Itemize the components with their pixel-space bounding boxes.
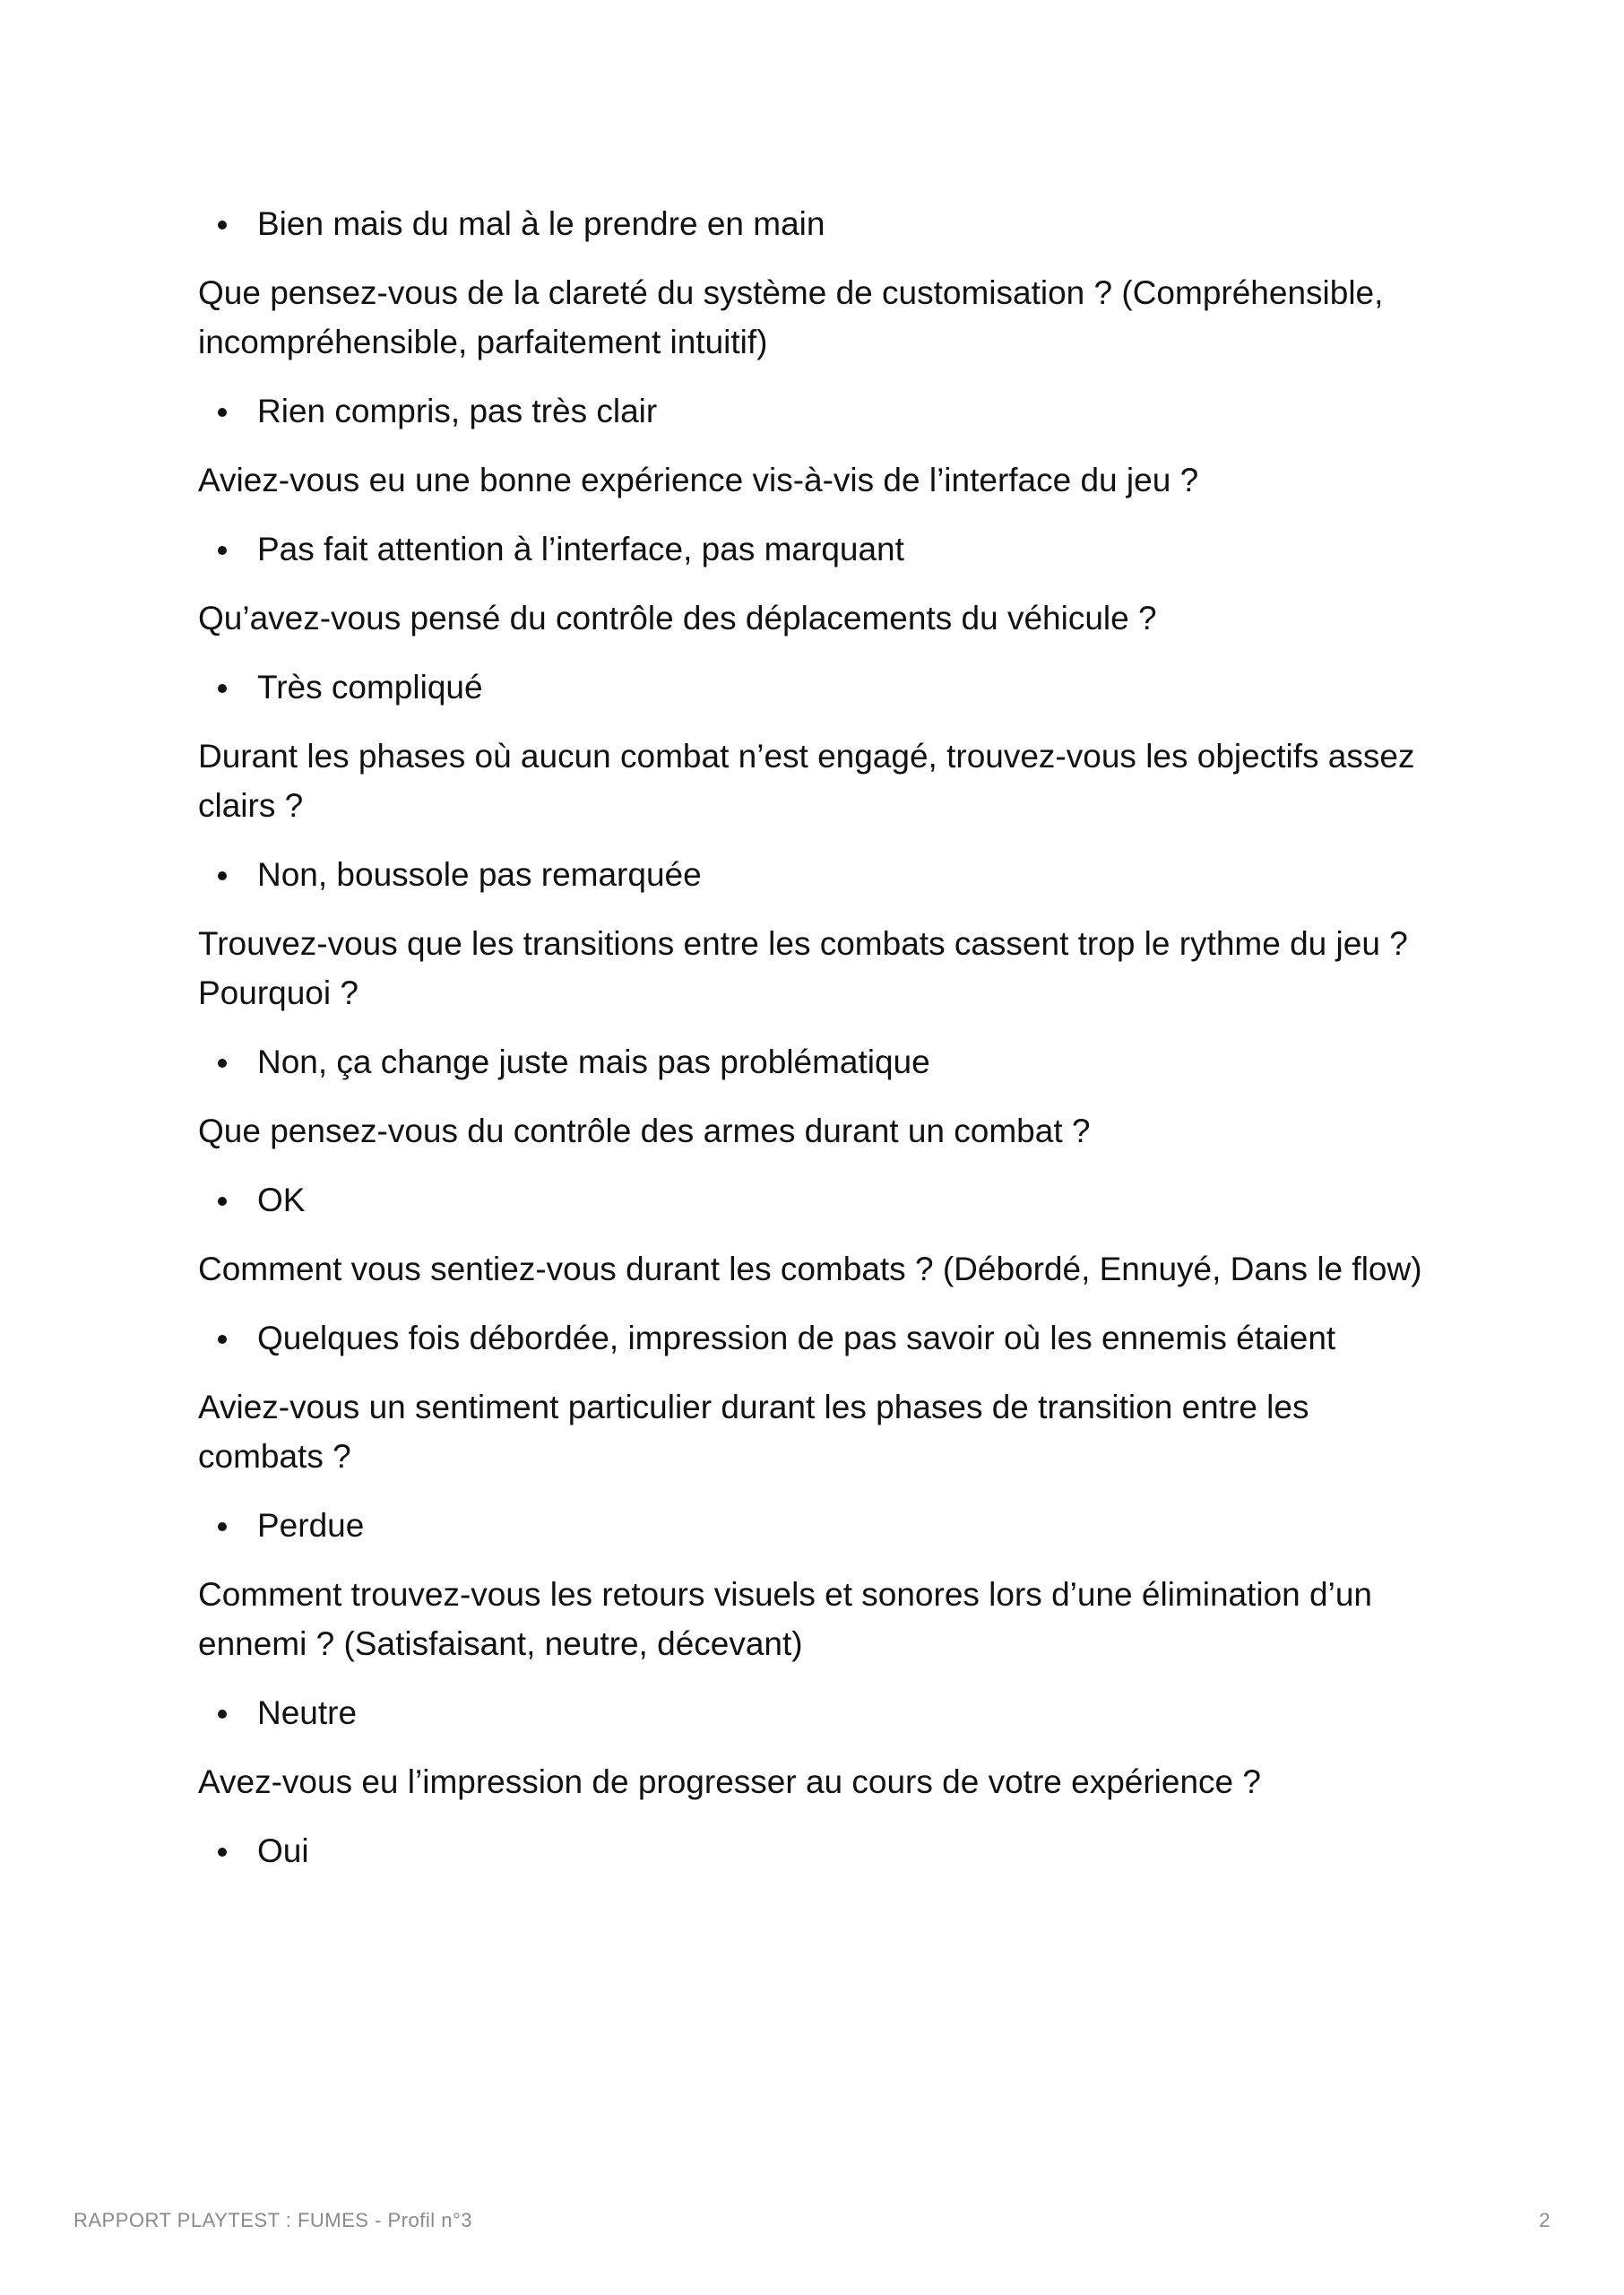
answer-text: Pas fait attention à l’interface, pas marquant bbox=[257, 531, 904, 567]
answer-list bbox=[198, 1175, 1435, 1225]
document-body bbox=[198, 199, 1435, 1895]
bullet-icon bbox=[218, 1197, 227, 1206]
bullet-icon bbox=[218, 684, 227, 693]
bullet-icon bbox=[218, 1848, 227, 1857]
question-text: Durant les phases où aucun combat n’est engagé, trouvez-vous les objectifs assez clairs ? bbox=[198, 738, 1415, 824]
question-text: Aviez-vous eu une bonne expérience vis-à-vis de l’interface du jeu ? bbox=[198, 462, 1199, 498]
answer-text: Oui bbox=[257, 1832, 309, 1869]
answer-list bbox=[198, 1826, 1435, 1875]
question-text: Avez-vous eu l’impression de progresser au cours de votre expérience ? bbox=[198, 1763, 1261, 1800]
footer-title: RAPPORT PLAYTEST : FUMES - Profil n°3 bbox=[73, 2209, 473, 2231]
bullet-icon bbox=[218, 408, 227, 417]
answer-text: Non, ça change juste mais pas problématique bbox=[257, 1044, 930, 1080]
bullet-icon bbox=[218, 1710, 227, 1719]
answer-text: Non, boussole pas remarquée bbox=[257, 856, 702, 893]
answer-list bbox=[198, 850, 1435, 899]
answer-text: Neutre bbox=[257, 1694, 358, 1731]
answer-item bbox=[198, 386, 1435, 436]
question-text: Que pensez-vous du contrôle des armes durant un combat ? bbox=[198, 1113, 1091, 1149]
question-text: Comment vous sentiez-vous durant les combats ? (Débordé, Ennuyé, Dans le flow) bbox=[198, 1251, 1422, 1287]
answer-text: Bien mais du mal à le prendre en main bbox=[257, 205, 825, 242]
answer-item bbox=[198, 1037, 1435, 1087]
answer-list bbox=[198, 199, 1435, 248]
bullet-icon bbox=[218, 221, 227, 230]
answer-list bbox=[198, 1501, 1435, 1550]
answer-list bbox=[198, 524, 1435, 574]
answer-list bbox=[198, 1313, 1435, 1363]
answer-list bbox=[198, 1037, 1435, 1087]
answer-text: Perdue bbox=[257, 1507, 365, 1544]
answer-list bbox=[198, 386, 1435, 436]
answer-item bbox=[198, 1501, 1435, 1550]
page-number: 2 bbox=[1539, 2209, 1551, 2231]
question-text: Aviez-vous un sentiment particulier durant les phases de transition entre les combats ? bbox=[198, 1389, 1309, 1475]
bullet-icon bbox=[218, 871, 227, 880]
question-text: Que pensez-vous de la clareté du système de customisation ? (Compréhensible, incompréhensible, parfaitement intuitif) bbox=[198, 274, 1384, 360]
bullet-icon bbox=[218, 1522, 227, 1531]
answer-item bbox=[198, 524, 1435, 574]
answer-item bbox=[198, 199, 1435, 248]
bullet-icon bbox=[218, 546, 227, 555]
answer-text: Quelques fois débordée, impression de pas savoir où les ennemis étaient bbox=[257, 1320, 1336, 1356]
answer-list bbox=[198, 663, 1435, 712]
answer-item bbox=[198, 1175, 1435, 1225]
answer-item bbox=[198, 1688, 1435, 1737]
bullet-icon bbox=[218, 1335, 227, 1344]
answer-text: OK bbox=[257, 1182, 306, 1218]
question-text: Qu’avez-vous pensé du contrôle des déplacements du véhicule ? bbox=[198, 600, 1157, 637]
question-text: Trouvez-vous que les transitions entre les combats cassent trop le rythme du jeu ? Pourquoi ? bbox=[198, 925, 1408, 1011]
answer-item bbox=[198, 1313, 1435, 1363]
answer-text: Rien compris, pas très clair bbox=[257, 393, 658, 429]
question-text: Comment trouvez-vous les retours visuels et sonores lors d’une élimination d’un ennemi ? (Satisfaisant, neutre, décevant) bbox=[198, 1576, 1372, 1662]
answer-list bbox=[198, 1688, 1435, 1737]
answer-item bbox=[198, 1826, 1435, 1875]
answer-text: Très compliqué bbox=[257, 669, 483, 706]
answer-item bbox=[198, 663, 1435, 712]
bullet-icon bbox=[218, 1059, 227, 1068]
answer-item bbox=[198, 850, 1435, 899]
